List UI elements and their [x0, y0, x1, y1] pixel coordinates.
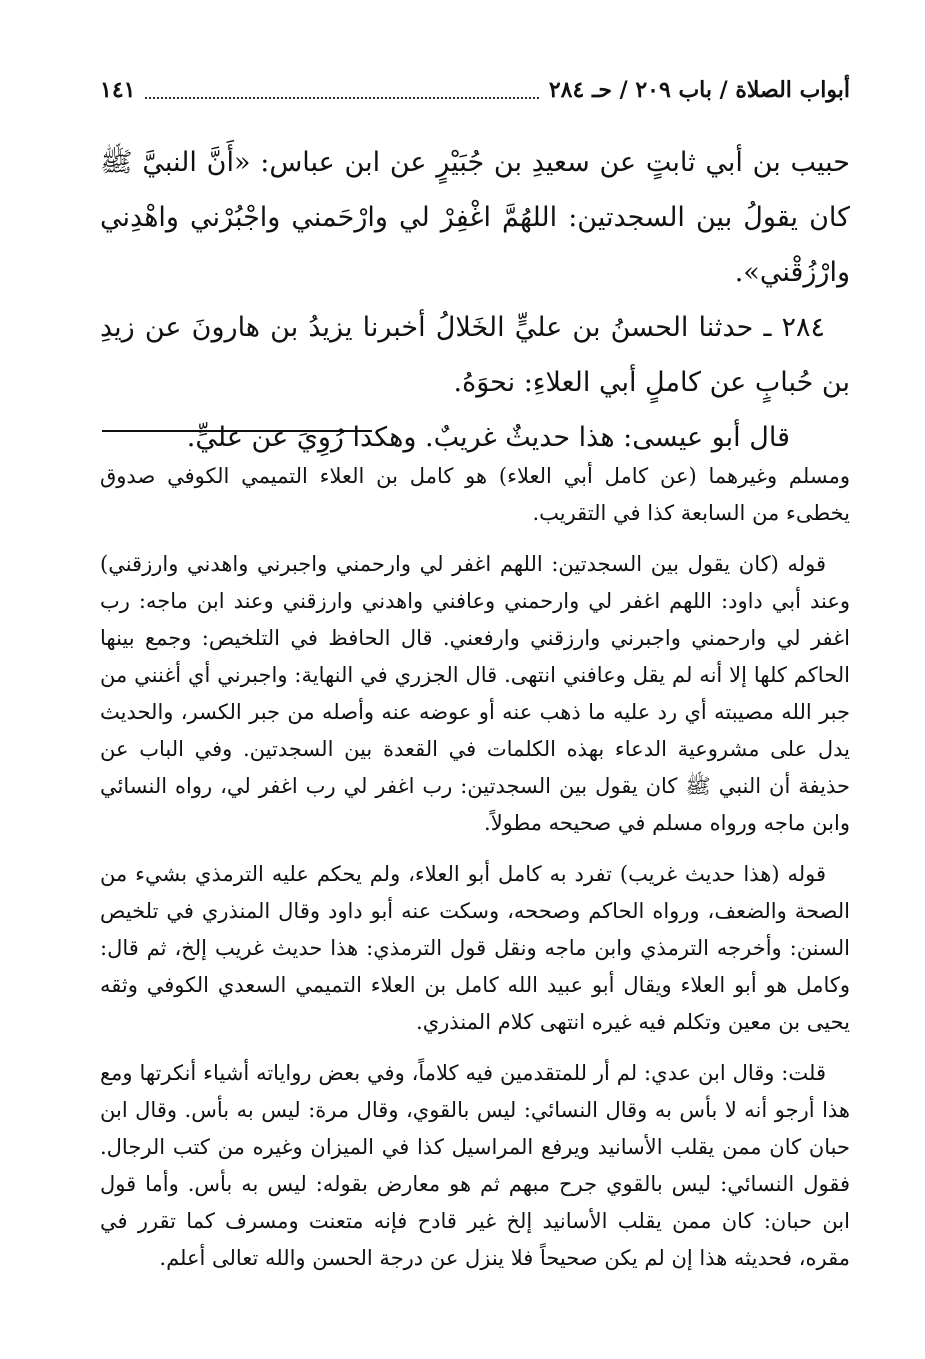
footnote-separator: [102, 430, 372, 432]
note-paragraph-4: قلت: وقال ابن عدي: لم أر للمتقدمين فيه كلاماً، وفي بعض رواياته أشياء أنكرتها ومع هذا أرجو أنه لا بأس به وقال النسائي: ليس بالقوي، وقال مرة: ليس به بأس. وقال ابن حبان كان ممن يقلب الأسانيد ويرفع المراسيل كذا في الميزان وغيره من كتب الرجال. فقول النسائي: ليس بالقوي جرح مبهم ثم هو معارض بقوله: ليس به بأس. وأما قول ابن حبان: كان ممن يقلب الأسانيد إلخ غير قادح فإنه متعنت ومسرف كما تقرر في مقره، فحديثه هذا إن لم يكن صحيحاً فلا ينزل عن درجة الحسن والله تعالى أعلم.: [100, 1061, 850, 1270]
commentary: [100, 458, 850, 1291]
main-paragraph-3: قال أبو عيسى: هذا حديثٌ غريبٌ. وهكذا رُوِيَ عن عليٍّ.: [186, 422, 790, 453]
dotted-leader: [145, 97, 538, 99]
header-title: أبواب الصلاة / باب ٢٠٩ / حـ ٢٨٤: [548, 77, 850, 103]
note-paragraph-2: قوله (كان يقول بين السجدتين: اللهم اغفر لي وارحمني واجبرني واهدني وارزقني) وعند أبي داود: اللهم اغفر لي وارحمني وعافني واهدني وارزقني وعند ابن ماجه: رب اغفر لي وارحمني واجبرني وارزقني وارفعني. قال الحافظ في التلخيص: وجمع بينها الحاكم كلها إلا أنه لم يقل وعافني انتهى. قال الجزري في النهاية: واجبرني أي أغنني من جبر الله مصيبته أي رد عليه ما ذهب عنه أو عوضه عنه وأصله من جبر الكسر، والحديث يدل على مشروعية الدعاء بهذه الكلمات في القعدة بين السجدتين. وفي الباب عن حذيفة أن النبي ﷺ كان يقول بين السجدتين: رب اغفر لي رب اغفر لي، رواه النسائي وابن ماجه ورواه مسلم في صحيحه مطولاً.: [100, 552, 850, 835]
main-paragraph-2: ٢٨٤ ـ حدثنا الحسنُ بن عليٍّ الخَلالُ أخبرنا يزيدُ بن هارونَ عن زيدِ بن حُبابٍ عن كاملٍ أبي العلاءِ: نحوَهُ.: [100, 312, 850, 398]
note-paragraph-3: قوله (هذا حديث غريب) تفرد به كامل أبو العلاء، ولم يحكم عليه الترمذي بشيء من الصحة والضعف، ورواه الحاكم وصححه، وسكت عنه أبو داود وقال المنذري في تلخيص السنن: وأخرجه الترمذي وابن ماجه ونقل قول الترمذي: هذا حديث غريب إلخ، ثم قال: وكامل هو أبو العلاء ويقال أبو عبيد الله كامل بن العلاء التميمي السعدي الكوفي وثقه يحيى بن معين وتكلم فيه غيره انتهى كلام المنذري.: [100, 862, 850, 1034]
main-text: [100, 135, 850, 465]
note-paragraph-1: ومسلم وغيرهما (عن كامل أبي العلاء) هو كامل بن العلاء التميمي الكوفي صدوق يخطىء من السابعة كذا في التقريب.: [100, 464, 850, 525]
main-paragraph-1: حبيب بن أبي ثابتٍ عن سعيدِ بن جُبَيْرٍ عن ابن عباس: «أَنَّ النبيَّ ﷺ كان يقولُ بين السجدتين: اللهُمَّ اغْفِرْ لي وارْحَمني واجْبُرْني واهْدِني وارْزُقْني».: [100, 147, 850, 288]
running-header: [100, 70, 850, 110]
page-number: ١٤١: [100, 77, 136, 103]
